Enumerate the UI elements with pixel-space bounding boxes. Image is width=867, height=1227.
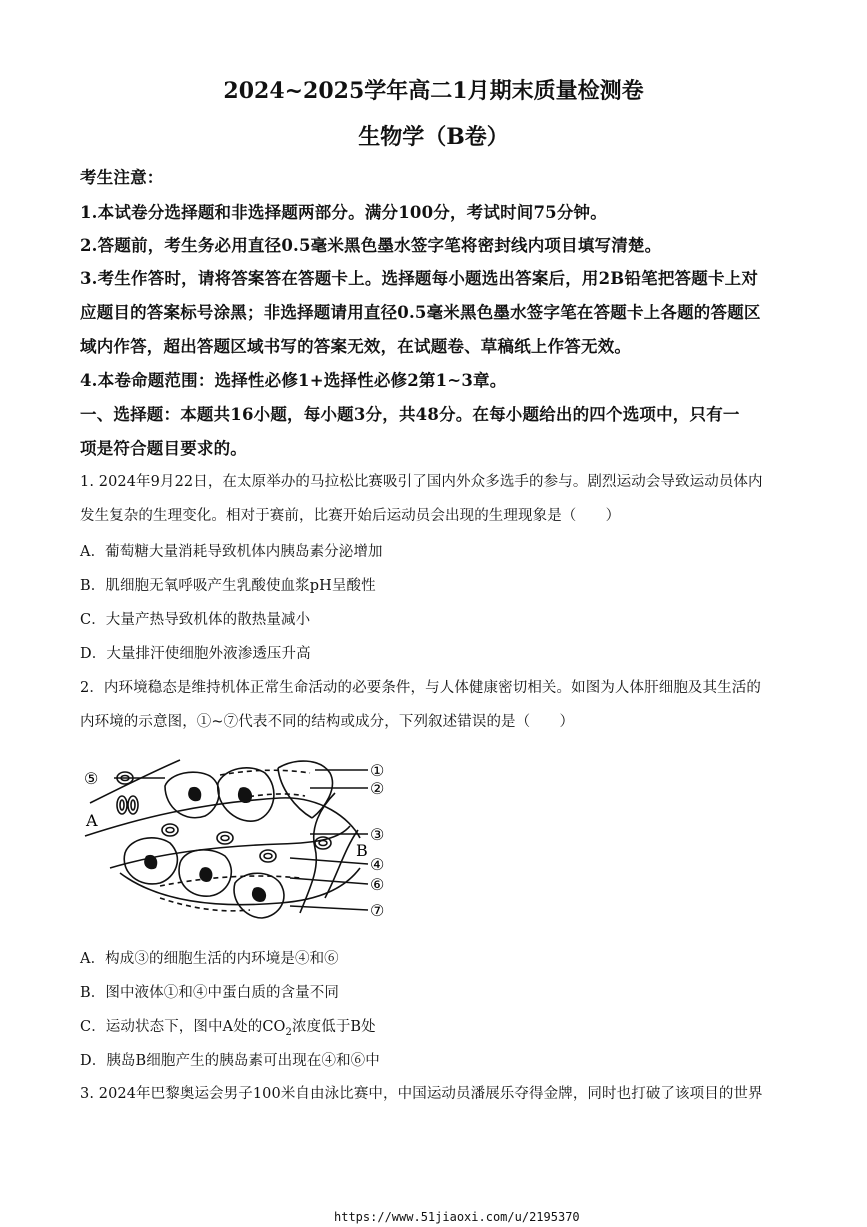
question-1-stem-line-2: 发生复杂的生理变化。相对于赛前，比赛开始后运动员会出现的生理现象是（ ）: [80, 508, 621, 524]
question-2-option-c-text-end: 浓度低于B处: [292, 1019, 376, 1035]
liver-cell-diagram: [80, 748, 400, 928]
figure-label-1: ①: [370, 761, 385, 780]
question-1-option-a: A．葡萄糖大量消耗导致机体内胰岛素分泌增加: [80, 544, 383, 560]
notice-item-1: 1.本试卷分选择题和非选择题两部分。满分100分，考试时间75分钟。: [80, 203, 607, 222]
figure-label-b: B: [356, 841, 368, 860]
figure-label-7: ⑦: [370, 901, 385, 920]
question-2-option-a: A．构成③的细胞生活的内环境是④和⑥: [80, 951, 339, 967]
notice-item-3-line-3: 域内作答，超出答题区域书写的答案无效，在试题卷、草稿纸上作答无效。: [80, 337, 632, 356]
notice-item-4: 4.本卷命题范围：选择性必修1+选择性必修2第1~3章。: [80, 371, 507, 390]
question-1-stem-line-1: 1. 2024年9月22日，在太原举办的马拉松比赛吸引了国内外众多选手的参与。剧烈运动会导致运动员体内: [80, 474, 763, 490]
question-1-option-d: D．大量排汗使细胞外液渗透压升高: [80, 646, 311, 662]
question-2-option-b: B．图中液体①和④中蛋白质的含量不同: [80, 985, 339, 1001]
notice-item-3-line-1: 3.考生作答时，请将答案答在答题卡上。选择题每小题选出答案后，用2B铅笔把答题卡上对: [80, 269, 759, 288]
figure-label-2: ②: [370, 779, 385, 798]
exam-title: 2024~2025学年高二1月期末质量检测卷: [223, 78, 644, 104]
question-1-option-c: C．大量产热导致机体的散热量减小: [80, 612, 311, 628]
question-2-option-c-text: C．运动状态下，图中A处的CO: [80, 1019, 286, 1035]
notice-item-2: 2.答题前，考生务必用直径0.5毫米黑色墨水签字笔将密封线内项目填写清楚。: [80, 236, 662, 255]
section-heading-line-1: 一、选择题：本题共16小题，每小题3分，共48分。在每小题给出的四个选项中，只有一: [80, 405, 740, 424]
question-2-option-d: D．胰岛B细胞产生的胰岛素可出现在④和⑥中: [80, 1053, 380, 1069]
notice-item-3-line-2: 应题目的答案标号涂黑；非选择题请用直径0.5毫米黑色墨水签字笔在答题卡上各题的答题区: [80, 303, 761, 322]
footer-url[interactable]: https://www.51jiaoxi.com/u/2195370: [334, 1210, 580, 1224]
exam-subtitle: 生物学（B卷）: [358, 124, 509, 150]
section-heading-line-2: 项是符合题目要求的。: [80, 439, 247, 458]
figure-label-3: ③: [370, 825, 385, 844]
notice-heading: 考生注意：: [80, 168, 164, 187]
figure-label-5: ⑤: [84, 769, 99, 788]
question-2-option-c: [80, 1015, 376, 1038]
co2-subscript: 2: [285, 1026, 293, 1038]
figure-label-4: ④: [370, 855, 385, 874]
question-3-stem-line-1: 3. 2024年巴黎奥运会男子100米自由泳比赛中，中国运动员潘展乐夺得金牌，同时也打破了该项目的世界: [80, 1086, 763, 1102]
question-1-option-b: B．肌细胞无氧呼吸产生乳酸使血浆pH呈酸性: [80, 578, 376, 594]
question-2-stem-line-2: 内环境的示意图，①~⑦代表不同的结构或成分，下列叙述错误的是（ ）: [80, 714, 575, 730]
figure-label-a: A: [86, 811, 98, 830]
figure-label-6: ⑥: [370, 875, 385, 894]
question-2-stem-line-1: 2．内环境稳态是维持机体正常生命活动的必要条件，与人体健康密切相关。如图为人体肝细胞及其生活的: [80, 680, 761, 696]
